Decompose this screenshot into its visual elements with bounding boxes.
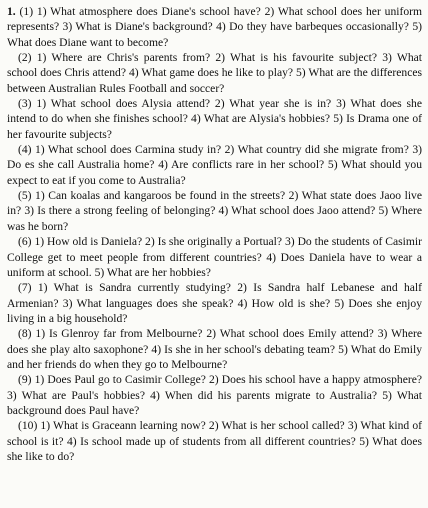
paragraph-1 (7, 4, 422, 50)
paragraph-1-text: (1) 1) What atmosphere does Diane's school have? 2) What school does her uniform represents? 3) What is Diane's background? 4) Do they have barbeques occasionally? 5) What does Diane want to become? (7, 5, 422, 49)
paragraph-10: (10) 1) What is Graceann learning now? 2) What is her school called? 3) What kind of school is it? 4) Is school made up of students from all different countries? 5) What does she like to do? (7, 419, 422, 463)
paragraph-7: (7) 1) What is Sandra currently studying? 2) Is Sandra half Lebanese and half Armenian? 3) What languages does she speak? 4) How old is she? 5) Does she enjoy living in a big household? (7, 281, 422, 325)
paragraph-5: (5) 1) Can koalas and kangaroos be found in the streets? 2) What state does Jaoo live in? 3) Is there a strong feeling of belonging? 4) What school does Jaoo attend? 5) Where was he born? (7, 189, 422, 233)
exercise-number: 1. (7, 5, 16, 18)
paragraph-8: (8) 1) Is Glenroy far from Melbourne? 2) What school does Emily attend? 3) Where does she play alto saxophone? 4) Is she in her school's debating team? 5) What do Emily and her friends do when they go to Melbourne? (7, 327, 422, 371)
paragraph-6: (6) 1) How old is Daniela? 2) Is she originally a Portual? 3) Do the students of Casimir College get to meet people from different countries? 4) Does Daniela have to wear a uniform at school. 5) What are her hobbies? (7, 235, 422, 279)
paragraph-2: (2) 1) Where are Chris's parents from? 2) What is his favourite subject? 3) What school does Chris attend? 4) What game does he like to play? 5) What are the differences between Australian Rules Football and soccer? (7, 51, 422, 95)
paragraph-3: (3) 1) What school does Alysia attend? 2) What year she is in? 3) What does she intend to do when she finishes school? 4) What are Alysia's hobbies? 5) Is Drama one of her favourite subjects? (7, 97, 422, 141)
paragraph-9: (9) 1) Does Paul go to Casimir College? 2) Does his school have a happy atmosphere? 3) What are Paul's hobbies? 4) When did his parents migrate to Australia? 5) What background does Paul have? (7, 373, 422, 417)
paragraph-4: (4) 1) What school does Carmina study in? 2) What country did she migrate from? 3) Do es she call Australia home? 4) Are conflicts rare in her school? 5) What should you expect to eat if you come to Australia? (7, 143, 422, 187)
